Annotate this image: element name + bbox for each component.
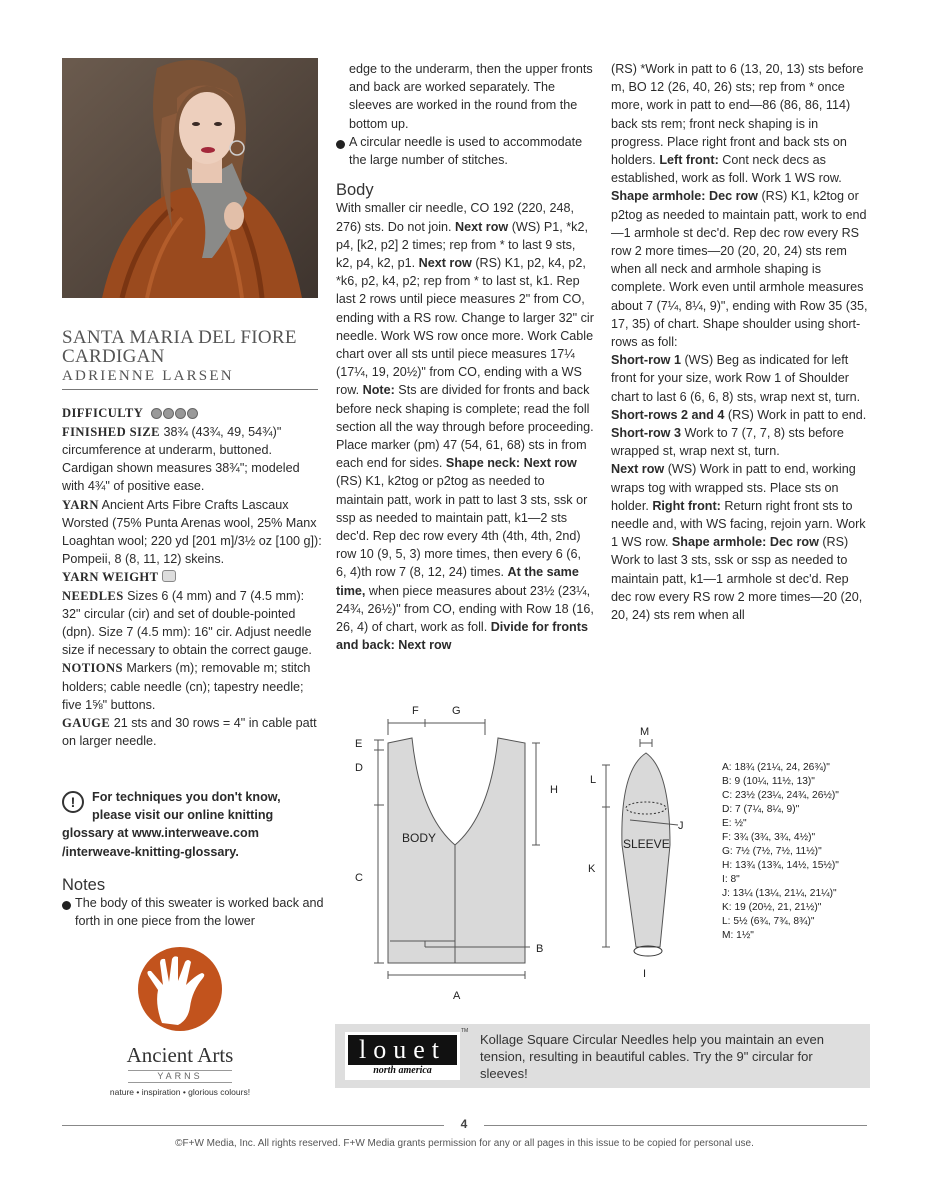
pattern-title: SANTA MARIA DEL FIORE CARDIGAN bbox=[62, 327, 297, 367]
dim-c: C bbox=[355, 872, 363, 884]
trademark: TM bbox=[461, 1028, 469, 1034]
dim-l: L bbox=[590, 774, 597, 786]
hand-logo-icon bbox=[100, 945, 260, 1040]
dim-d: D bbox=[355, 762, 363, 774]
dim-g: G bbox=[452, 705, 461, 717]
legend-item: M: 1½" bbox=[722, 930, 754, 941]
gauge-spec: GAUGE 21 sts and 30 rows = 4" in cable patt on larger needle. bbox=[62, 716, 317, 749]
difficulty-rating-icon bbox=[151, 405, 199, 423]
note-item: › A circular needle is used to accommodate the large number of stitches. bbox=[332, 134, 583, 168]
schematic-legend bbox=[722, 761, 902, 943]
dim-b: B bbox=[536, 943, 544, 955]
middle-column bbox=[332, 60, 594, 655]
short-row-1: Short-row 1 (WS) Beg as indicated for left front for your size, work Row 1 of Shoulder chart to last 6 (6, 6, 8) sts, wrap next st, turn. bbox=[611, 353, 861, 404]
legend-item: C: 23½ (23¼, 24¾, 26½)" bbox=[722, 790, 839, 801]
exclamation-icon: ! bbox=[62, 791, 84, 813]
notes-heading: Notes bbox=[62, 876, 106, 894]
body-instructions-continued: (RS) *Work in patt to 6 (13, 20, 13) sts before m, BO 12 (26, 40, 26) sts; rep from * once more, work in patt to end—86 (86, 86, 114) back sts rem; front neck shaping is in progress. Place right front and back sts on holders. Left front: Cont neck decs as established, work as foll. Work 1 WS row. Shape armhole: Dec row (RS) K1, k2tog or p2tog as needed to maintain patt, work to end—1 armhole st dec'd. Rep dec row every RS row 2 more times—20 (20, 20, 24) sts rem when all neck and armhole shaping is complete. Work even until armhole measures about 7 (7¼, 8¼, 9)", ending with Row 35 (35, 17, 35) of chart. Shape shoulder using short-rows as foll: bbox=[611, 62, 868, 350]
yarn-weight-icon bbox=[162, 570, 176, 582]
model-photo bbox=[62, 58, 318, 298]
page-number: 4 bbox=[444, 1117, 484, 1133]
legend-item: L: 5½ (6¾, 7¾, 8¾)" bbox=[722, 916, 815, 927]
legend-item: K: 19 (20½, 21, 21½)" bbox=[722, 902, 822, 913]
finished-size: FINISHED SIZE 38¾ (43¾, 49, 54¾)" circumference at underarm, buttoned. Cardigan shown measures 38¾"; modeled with 4¾" of positive ease. bbox=[62, 424, 300, 494]
louet-logo: louet north america bbox=[345, 1032, 460, 1080]
legend-item: H: 13¾ (13¾, 14½, 15½)" bbox=[722, 860, 839, 871]
ad-text: Kollage Square Circular Needles help you maintain an even tension, resulting in beautiful cables. Try the 9" circular for sleeves! bbox=[480, 1032, 824, 1081]
legend-item: I: 8" bbox=[722, 874, 740, 885]
short-rows-2-4: Short-rows 2 and 4 (RS) Work in patt to end. bbox=[611, 407, 867, 422]
next-row: Next row (WS) Work in patt to end, working wraps tog with wrapped sts. Place sts on holder. Right front: Return right front sts to needle and, with WS facing, rejoin yarn. Work 1 WS row. Shape armhole: Dec row (RS) Work to last 3 sts, ssk or ssp as needed to maintain patt, k1—1 armhole st dec'd. Rep dec row every RS row 2 more times—20 (20, 20, 24) sts rem when all bbox=[611, 462, 866, 623]
logo-sub: YARNS bbox=[128, 1070, 232, 1083]
photo-illustration bbox=[62, 58, 318, 298]
legend-item: J: 13¼ (13¼, 21¼, 21¼)" bbox=[722, 888, 837, 899]
difficulty-label: DIFFICULTY bbox=[62, 406, 144, 420]
body-label: BODY bbox=[402, 831, 437, 845]
legend-item: B: 9 (10¼, 11½, 13)" bbox=[722, 776, 815, 787]
dim-j: J bbox=[678, 820, 684, 832]
needles-spec: NEEDLES Sizes 6 (4 mm) and 7 (4.5 mm): 32" circular (cir) and set of double-pointed (dpn). Size 7 (4.5 mm): 16" cir. Adjust needle size if necessary to obtain the correct gauge. bbox=[62, 588, 312, 658]
note-item-continued: edge to the underarm, then the upper fronts and back are worked separately. The sleeves are worked in the round from the bottom up. bbox=[349, 62, 593, 131]
difficulty-row bbox=[62, 404, 324, 423]
body-instructions: With smaller cir needle, CO 192 (220, 248, 276) sts. Do not join. Next row (WS) P1, *k2, p4, [k2, p2] 2 times; rep from * to last 9 sts, k2, p4, k2, p1. Next row (RS) K1, p2, k4, p2, *k6, p2, k4, p2; rep from * to last st, k1. Rep last 2 rows until piece measures 2" from CO, ending with a RS row. Change to larger 32" cir needle. Work WS row once more. Work Cable chart over all sts until piece measures 17¼ (17¼, 19, 20½)" from CO, ending with a WS row. Note: Sts are divided for fronts and back before neck shaping is complete; read the foll section all the way through before proceeding. Place marker (pm) 47 (54, 61, 68) sts in from each end for sides. Shape neck: Next row (RS) K1, k2tog or p2tog as needed to maintain patt, work in patt to last 3 sts, ssk or ssp as needed to maintain patt, k1—2 sts dec'd. Rep dec row every 4th (4th, 4th, 2nd) row 10 (9, 5, 3) more times, then every 6 (6, 6, 4)th row 7 (8, 12, 24) times. At the same time, when piece measures about 23½ (23¼, 24¾, 26½)" from CO, ending with Row 18 (16, 26, 4) of chart, work as foll. Divide for fronts and back: Next row bbox=[336, 201, 594, 653]
legend-item: F: 3¾ (3¾, 3¾, 4½)" bbox=[722, 832, 816, 843]
yarn-weight: YARN WEIGHT bbox=[62, 568, 324, 586]
sleeve-label: SLEEVE bbox=[623, 837, 670, 851]
logo-tagline: nature • inspiration • glorious colours! bbox=[109, 1087, 251, 1097]
body-schematic bbox=[388, 738, 525, 963]
notions-spec: NOTIONS Markers (m); removable m; stitch holders; cable needle (cn); tapestry needle; five 1⅝" buttons. bbox=[62, 661, 311, 712]
dim-a: A bbox=[453, 990, 461, 1002]
arrow-bullet-icon: › bbox=[62, 901, 71, 910]
legend-item: A: 18¾ (21¼, 24, 26¾)" bbox=[722, 762, 830, 773]
ancient-arts-logo[interactable] bbox=[100, 945, 260, 1095]
glossary-tip: ! For techniques you don't know, please visit our online knitting glossary at www.interweave.com /interweave-knitting-glossary. bbox=[62, 788, 324, 861]
dim-h: H bbox=[550, 784, 558, 796]
legend-item: E: ½" bbox=[722, 818, 747, 829]
glossary-link[interactable]: glossary at www.interweave.com /interweave-knitting-glossary. bbox=[62, 826, 259, 859]
notes-section bbox=[58, 876, 324, 931]
right-column bbox=[611, 60, 869, 624]
pattern-author: ADRIENNE LARSEN bbox=[62, 368, 318, 390]
specs-section bbox=[62, 404, 324, 750]
arrow-bullet-icon: › bbox=[336, 140, 345, 149]
dim-e: E bbox=[355, 738, 363, 750]
schematic-diagram bbox=[340, 695, 725, 1010]
legend-item: D: 7 (7¼, 8¼, 9)" bbox=[722, 804, 800, 815]
logo-name: Ancient Arts bbox=[126, 1043, 234, 1067]
short-row-3: Short-row 3 Work to 7 (7, 7, 8) sts before wrapped st, wrap next st, turn. bbox=[611, 426, 844, 459]
note-item: › The body of this sweater is worked back and forth in one piece from the lower bbox=[58, 896, 324, 929]
body-heading: Body bbox=[336, 181, 374, 200]
yarn-spec: YARN Ancient Arts Fibre Crafts Lascaux Worsted (75% Punta Arenas wool, 25% Manx Loaghtan wool; 220 yd [201 m]/3½ oz [100 g]): Pompeii, 8 (8, 11, 12) skeins. bbox=[62, 497, 322, 567]
dim-i: I bbox=[643, 968, 647, 980]
dim-f: F bbox=[412, 705, 419, 717]
legend-item: G: 7½ (7½, 7½, 11½)" bbox=[722, 846, 822, 857]
copyright-notice: ©F+W Media, Inc. All rights reserved. F+W Media grants permission for any or all pages in this issue to be copied for personal use. bbox=[175, 1138, 754, 1149]
louet-ad[interactable] bbox=[335, 1024, 870, 1088]
dim-m: M bbox=[640, 726, 650, 738]
dim-k: K bbox=[588, 863, 596, 875]
